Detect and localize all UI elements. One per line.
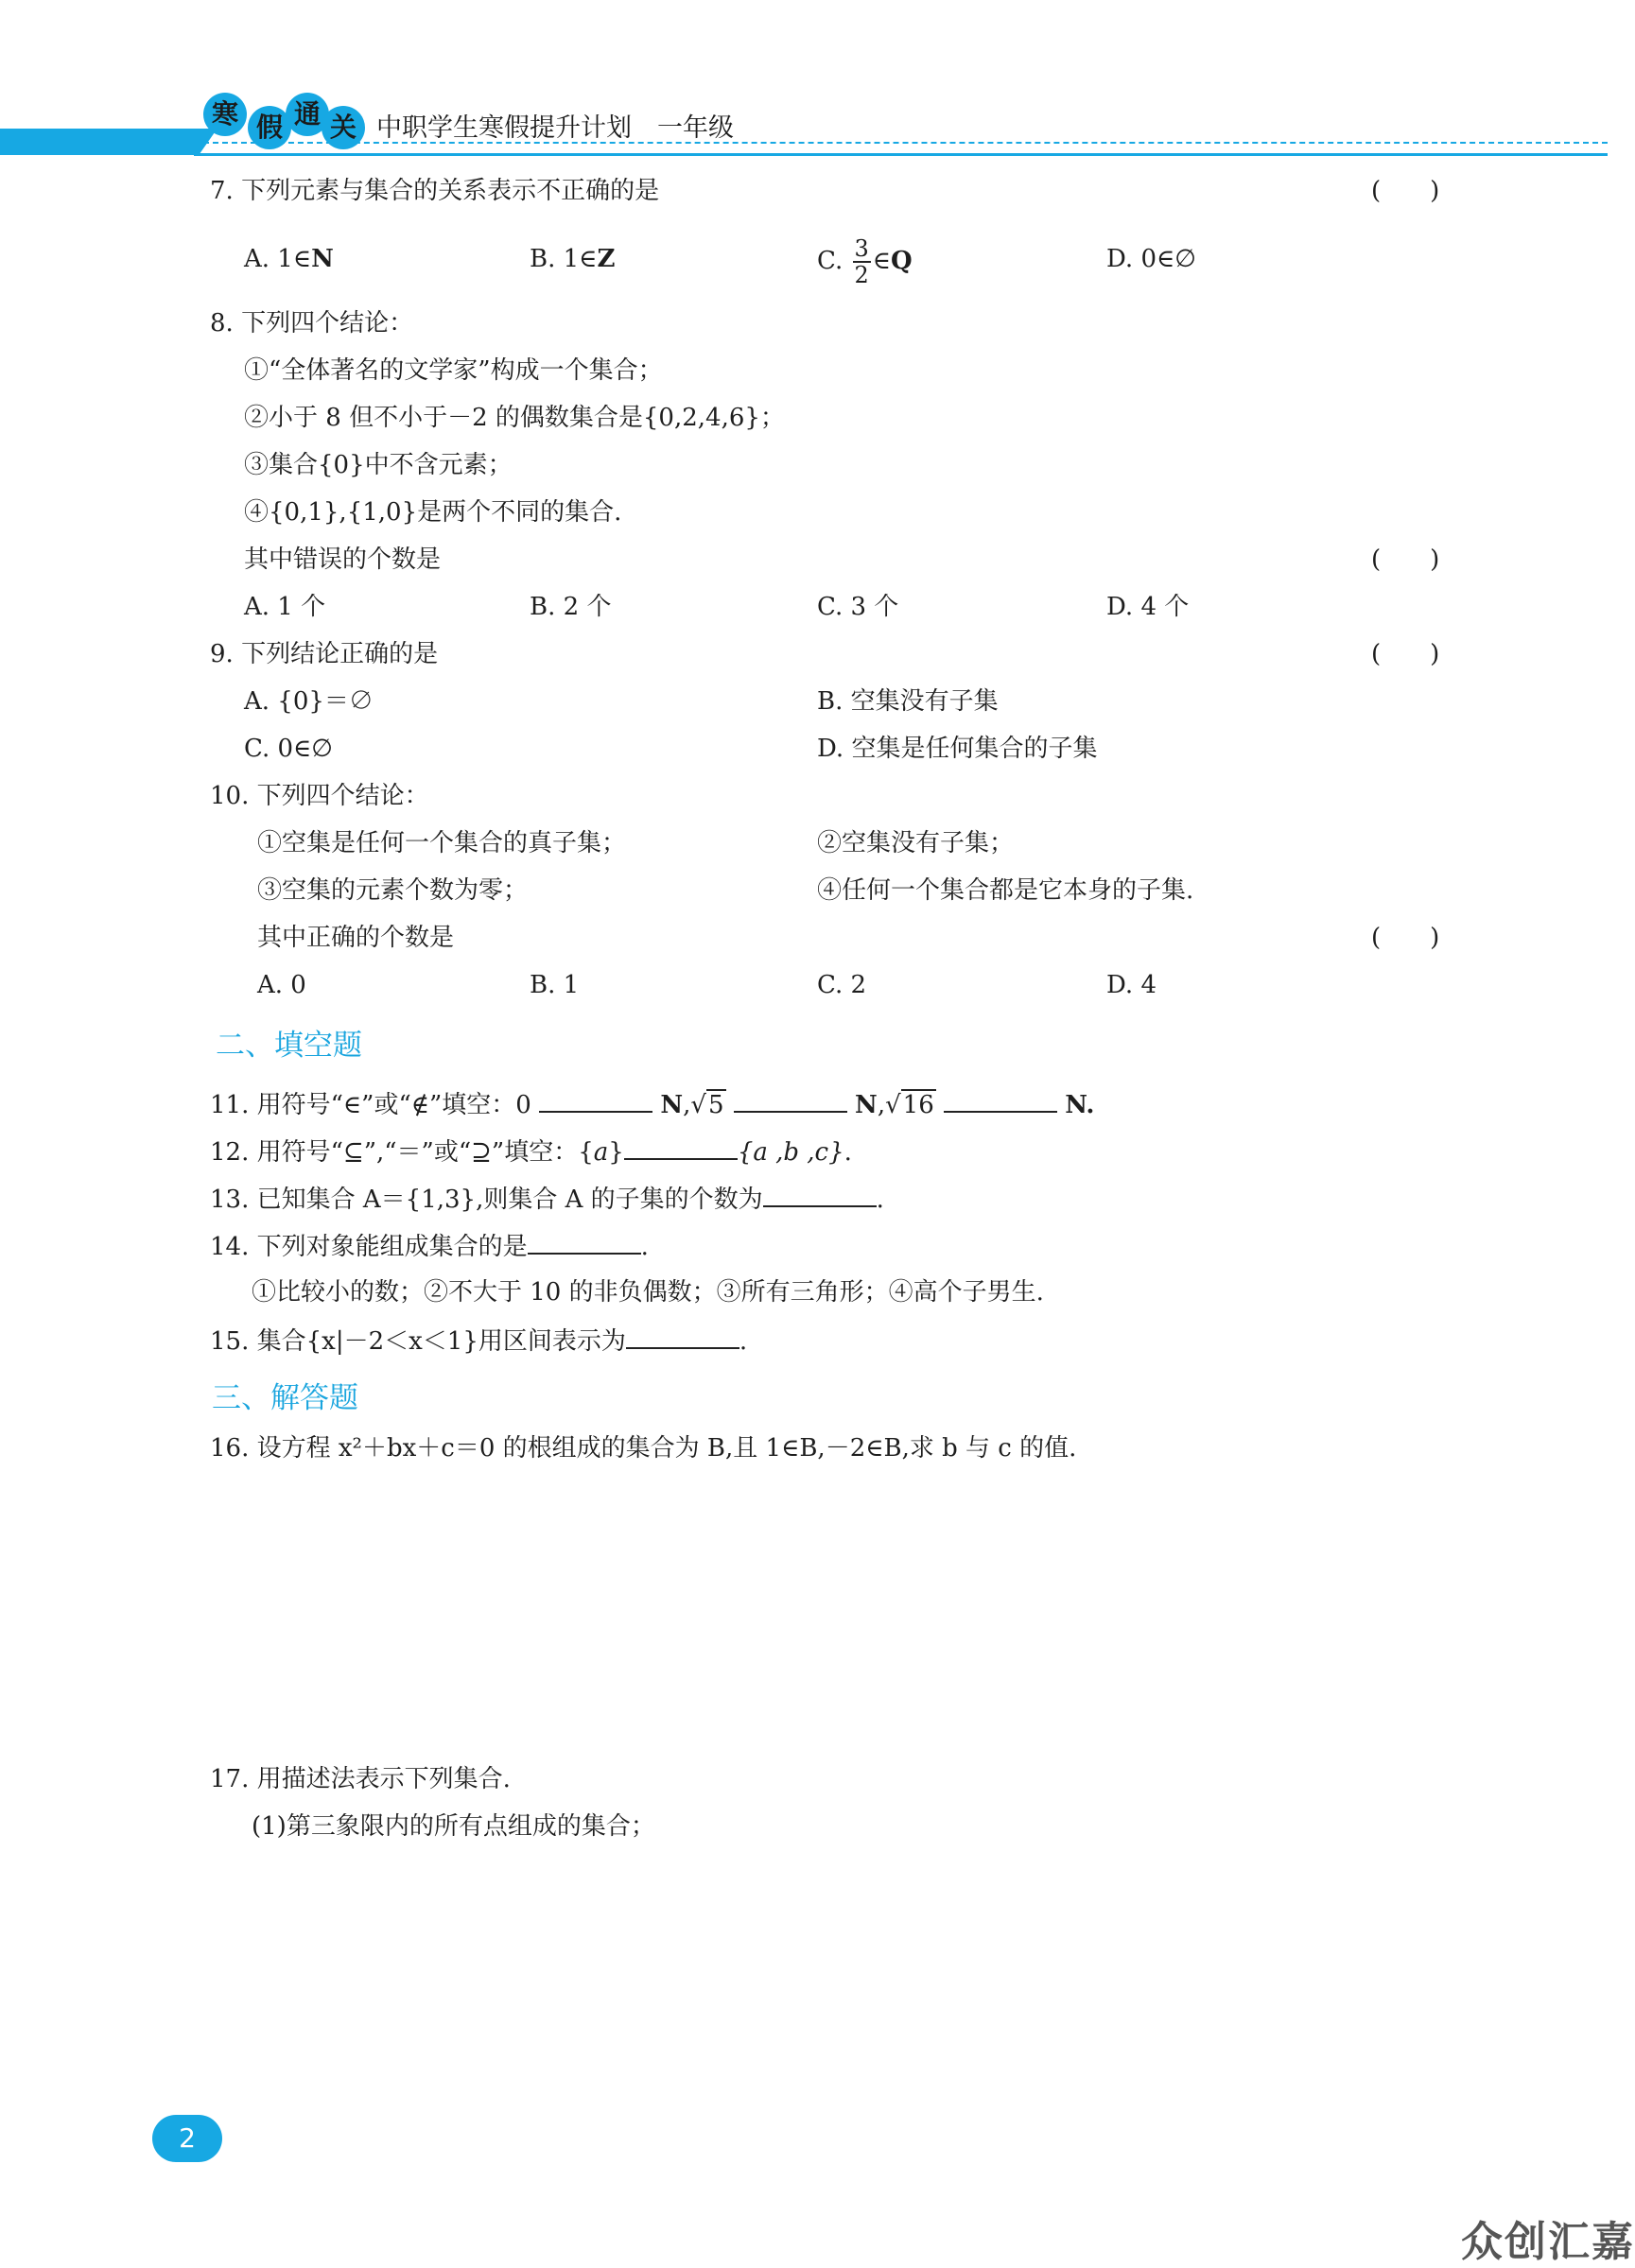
answer-blank (734, 1084, 847, 1113)
answer-blank (763, 1179, 877, 1207)
q8-statement-1: ①“全体著名的文学家”构成一个集合； (244, 356, 663, 385)
q17-stem: 17. 用描述法表示下列集合. (210, 1765, 511, 1793)
q10-stem: 10. 下列四个结论： (210, 782, 429, 810)
header-bar (0, 129, 189, 155)
header-rule (194, 153, 1608, 156)
section-title-solutions: 三、解答题 (212, 1381, 358, 1415)
section-title-fill-in: 二、填空题 (216, 1029, 362, 1063)
answer-blank (539, 1084, 652, 1113)
q10-statement-2: ②空集没有子集； (817, 829, 1015, 857)
answer-blank (944, 1084, 1057, 1113)
header-badge-1: 寒 (203, 93, 247, 136)
q10-option-b: B. 1 (530, 971, 580, 999)
q7-answer-paren: ( ) (1371, 177, 1440, 205)
q7-option-c: C. $\frac{3}{2}$ ∈Q (817, 235, 913, 288)
q9-answer-paren: ( ) (1371, 640, 1440, 668)
q8-answer-paren: ( ) (1371, 545, 1440, 574)
watermark-logo: 众创汇嘉 (1461, 2218, 1635, 2266)
q8-stem: 8. 下列四个结论： (210, 309, 414, 338)
fraction: $\frac{3}{2}$ (854, 235, 869, 288)
header-badge-4: 关 (322, 106, 365, 149)
q14: 14. 下列对象能组成集合的是 . (210, 1226, 649, 1266)
q7-option-d: D. 0∈∅ (1106, 245, 1196, 273)
q9-option-a: A. {0}＝∅ (244, 687, 374, 716)
q10-option-d: D. 4 (1106, 971, 1157, 999)
answer-blank (528, 1226, 641, 1255)
q8-ask: 其中错误的个数是 (244, 545, 442, 574)
q10-option-c: C. 2 (817, 971, 867, 999)
q11: 11. 用符号“∈”或“∉”填空：0 N,√5 N,√16 N. (210, 1084, 1094, 1124)
header-title: 中职学生寒假提升计划 一年级 (376, 113, 734, 143)
q8-statement-4: ④{0,1},{1,0}是两个不同的集合. (244, 498, 622, 527)
q7-option-b: B. 1∈Z (530, 245, 616, 273)
q8-option-c: C. 3 个 (817, 593, 899, 621)
q8-option-b: B. 2 个 (530, 593, 612, 621)
q10-statement-1: ①空集是任何一个集合的真子集； (257, 829, 627, 857)
header-badge-3: 通 (286, 93, 329, 136)
q10-statement-3: ③空集的元素个数为零； (257, 876, 529, 905)
q7-option-a: A. 1∈N (244, 245, 334, 273)
q9-option-d: D. 空集是任何集合的子集 (817, 735, 1098, 763)
q8-statement-2: ②小于 8 但不小于－2 的偶数集合是{0,2,4,6}； (244, 404, 785, 432)
q15: 15. 集合{x|－2＜x＜1}用区间表示为 . (210, 1321, 747, 1360)
q9-stem: 9. 下列结论正确的是 (210, 640, 439, 668)
q14-items: ①比较小的数；②不大于 10 的非负偶数；③所有三角形；④高个子男生. (252, 1278, 1044, 1307)
q17-part-1: (1)第三象限内的所有点组成的集合； (252, 1812, 655, 1841)
page-number: 2 (152, 2115, 222, 2162)
answer-blank (626, 1321, 739, 1349)
q9-option-c: C. 0∈∅ (244, 735, 333, 763)
q8-statement-3: ③集合{0}中不含元素； (244, 451, 513, 479)
q10-statement-4: ④任何一个集合都是它本身的子集. (817, 876, 1194, 905)
q10-ask: 其中正确的个数是 (257, 924, 455, 952)
q8-option-a: A. 1 个 (244, 593, 326, 621)
q12: 12. 用符号“⊆”,“＝”或“⊇”填空：{a} {a ,b ,c}. (210, 1132, 852, 1171)
header-badge-2: 假 (248, 106, 291, 149)
q9-option-b: B. 空集没有子集 (817, 687, 999, 716)
q13: 13. 已知集合 A＝{1,3},则集合 A 的子集的个数为 . (210, 1179, 884, 1219)
q8-option-d: D. 4 个 (1106, 593, 1190, 621)
q7-stem: 7. 下列元素与集合的关系表示不正确的是 (210, 177, 660, 205)
q10-answer-paren: ( ) (1371, 924, 1440, 952)
answer-blank (624, 1132, 738, 1160)
q10-option-a: A. 0 (257, 971, 306, 999)
q16: 16. 设方程 x²＋bx＋c＝0 的根组成的集合为 B,且 1∈B,－2∈B,求 b 与 c 的值. (210, 1434, 1077, 1463)
